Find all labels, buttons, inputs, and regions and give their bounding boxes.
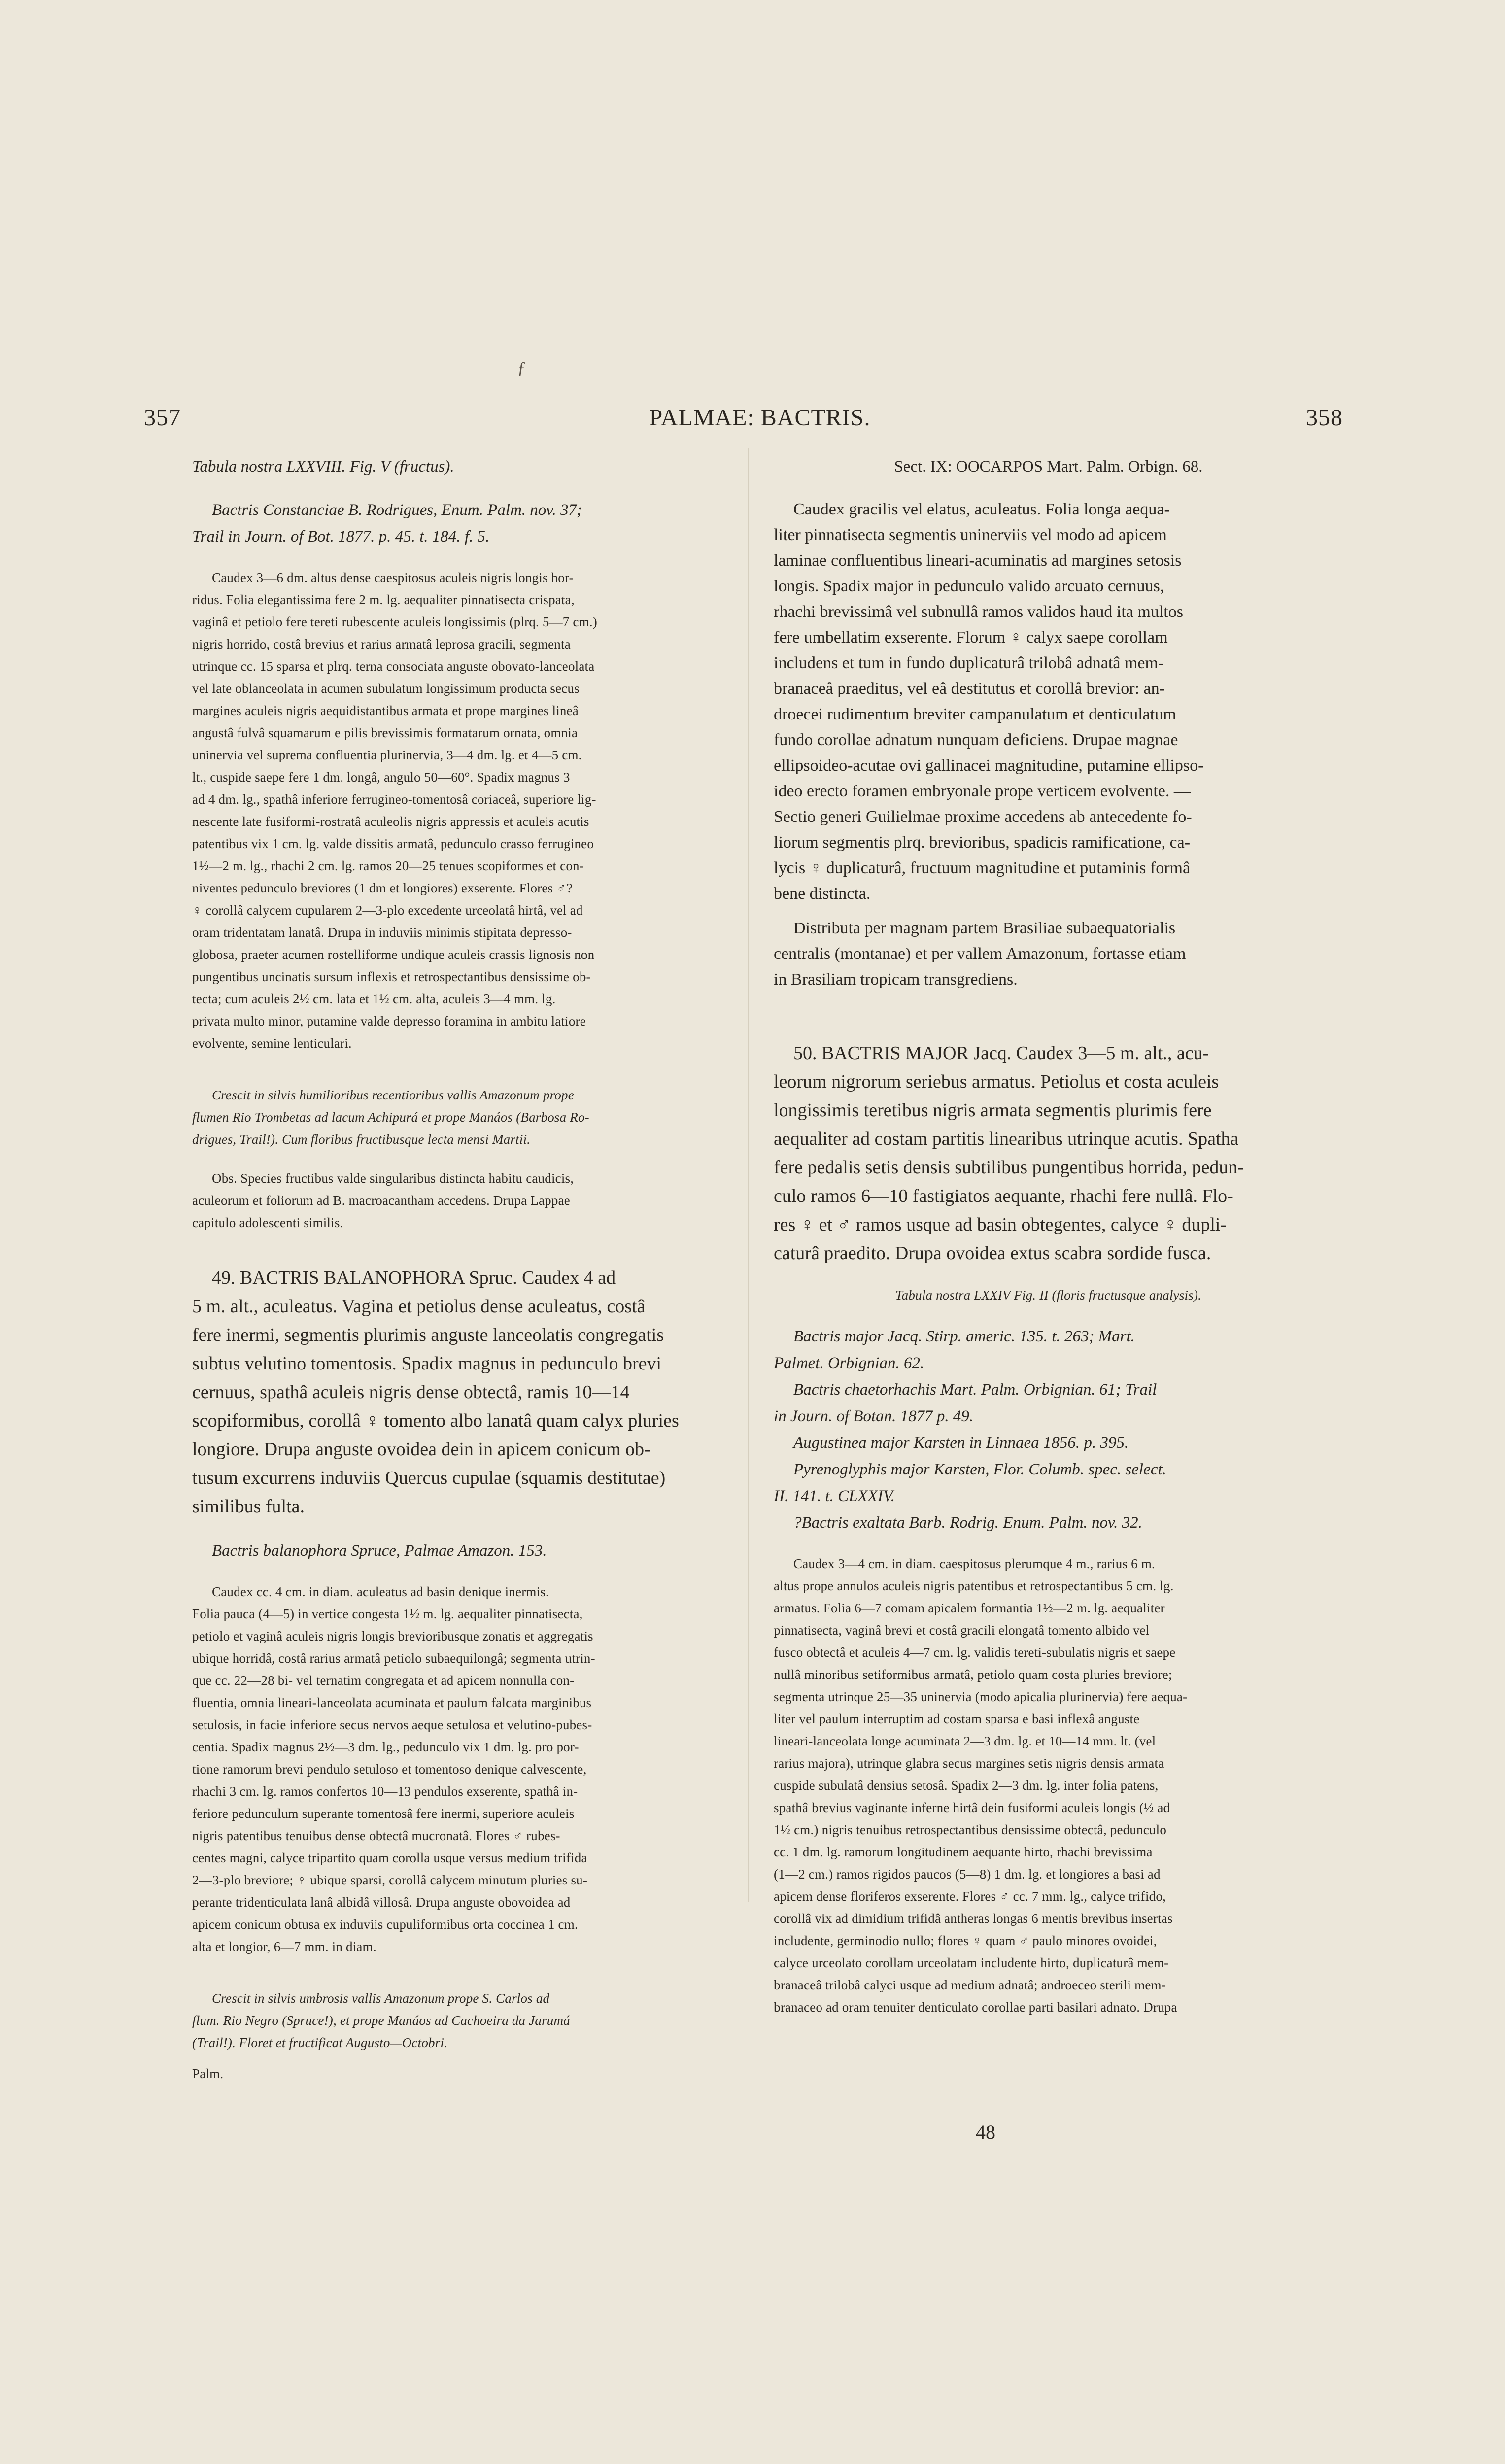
diagnosis-line: tusum excurrens induviis Quercus cupulae (squamis destitutae) (192, 1468, 666, 1488)
synonym-line: ?Bactris exaltata Barb. Rodrig. Enum. Palm. nov. 32. (793, 1514, 1142, 1532)
species-50-description (774, 1553, 1323, 2019)
description-line: apicem dense floriferos exserente. Flores ♂ cc. 7 mm. lg., calyce trifido, (774, 1889, 1166, 1904)
species-50-synonyms (774, 1323, 1323, 1536)
section-description (774, 497, 1323, 907)
section-line: fundo corollae adnatum nunquam deficiens. Drupae magnae (774, 731, 1178, 749)
description-line: pinnatisecta, vaginâ brevi et costâ gracili elongatâ tomento albido vel (774, 1623, 1150, 1638)
description-line: ubique horridâ, costâ rarius armatâ petiolo subaequilongâ; segmenta utrin- (192, 1651, 595, 1666)
diagnosis-line: fere pedalis setis densis subtilibus pungentibus horrida, pedun- (774, 1157, 1244, 1178)
description-line: rhachi 3 cm. lg. ramos confertos 10—13 pendulos exserente, spathâ in- (192, 1784, 578, 1799)
description-line: spathâ brevius vaginante inferne hirtâ dein fusiformi aculeis longis (½ ad (774, 1800, 1170, 1815)
section-line: liorum segmentis plrq. brevioribus, spadicis ramificatione, ca- (774, 833, 1191, 852)
habitat-block (192, 1084, 734, 1151)
right-column (774, 453, 1323, 2019)
diagnosis-line: res ♀ et ♂ ramos usque ad basin obtegentes, calyce ♀ dupli- (774, 1214, 1227, 1235)
habitat-line: Crescit in silvis humilioribus recentioribus vallis Amazonum prope (212, 1088, 574, 1102)
habitat-line: (Trail!). Floret et fructificat Augusto—Octobri. (192, 2035, 448, 2050)
description-line: setulosis, in facie inferiore secus nervos aeque setulosa et velutino-pubes- (192, 1717, 592, 1732)
synonym-line: Bactris major Jacq. Stirp. americ. 135. t. 263; Mart. (793, 1328, 1135, 1345)
synonym-line: Bactris Constanciae B. Rodrigues, Enum. Palm. nov. 37; (212, 501, 582, 519)
synonym-line: Pyrenoglyphis major Karsten, Flor. Columb. spec. select. (793, 1461, 1166, 1478)
diagnosis-line: longissimis teretibus nigris armata segmentis plurimis fere (774, 1100, 1212, 1121)
description-line: Caudex cc. 4 cm. in diam. aculeatus ad basin denique inermis. (212, 1584, 549, 1599)
section-line: branaceâ praeditus, vel eâ destitutus et corollâ brevior: an- (774, 680, 1165, 698)
description-line: ad 4 dm. lg., spathâ inferiore ferrugineo-tomentosâ coriaceâ, superiore lig- (192, 792, 596, 807)
section-line: lycis ♀ duplicaturâ, fructuum magnitudine et putaminis formâ (774, 859, 1191, 877)
habitat-line: flum. Rio Negro (Spruce!), et prope Manáos ad Cachoeira da Jarumá (192, 2013, 570, 2028)
synonym-line: Trail in Journ. of Bot. 1877. p. 45. t. 184. f. 5. (192, 528, 490, 546)
description-line: lineari-lanceolata longe acuminata 2—3 dm. lg. et 10—14 mm. lt. (vel (774, 1734, 1156, 1748)
description-line: patentibus vix 1 cm. lg. valde dissitis armatâ, pedunculo crasso ferrugineo (192, 836, 594, 851)
footer-word: Palm. (192, 2066, 224, 2081)
description-line: altus prope annulos aculeis nigris patentibus et retrospectantibus 5 cm. lg. (774, 1578, 1174, 1593)
synonym-line: in Journ. of Botan. 1877 p. 49. (774, 1407, 974, 1425)
printer-signature: 48 (976, 2121, 995, 2143)
description-line: utrinque cc. 15 sparsa et plrq. terna consociata anguste obovato-lanceolata (192, 659, 595, 674)
description-line: nigris patentibus tenuibus dense obtectâ mucronatâ. Flores ♂ rubes- (192, 1828, 560, 1843)
distribution-line: centralis (montanae) et per vallem Amazonum, fortasse etiam (774, 945, 1186, 963)
section-distribution (774, 916, 1323, 992)
habitat-line: flumen Rio Trombetas ad lacum Achipurá et prope Manáos (Barbosa Ro- (192, 1110, 589, 1125)
description-line: lt., cuspide saepe fere 1 dm. longâ, angulo 50—60°. Spadix magnus 3 (192, 770, 570, 785)
diagnosis-line: scopiformibus, corollâ ♀ tomento albo lanatâ quam calyx pluries (192, 1410, 679, 1431)
right-page-number: 358 (1306, 405, 1343, 431)
section-line: bene distincta. (774, 885, 871, 903)
section-line: Sectio generi Guilielmae proxime accedens ab antecedente fo- (774, 808, 1192, 826)
description-line: petiolo et vaginâ aculeis nigris longis brevioribusque zonatis et aggregatis (192, 1629, 593, 1643)
description-line: calyce urceolato corollam urceolatam includente hirto, duplicaturâ mem- (774, 1955, 1169, 1970)
synonym-line: Palmet. Orbignian. 62. (774, 1354, 924, 1372)
section-line: fere umbellatim exserente. Florum ♀ calyx saepe corollam (774, 628, 1168, 647)
column-divider (748, 448, 749, 1902)
description-line: oram tridentatam lanatâ. Drupa in induviis minimis stipitata depresso- (192, 925, 572, 940)
description-line: evolvente, semine lenticulari. (192, 1036, 352, 1051)
description-line: 2—3-plo breviore; ♀ ubique sparsi, corollâ calycem minutum pluries su- (192, 1873, 588, 1887)
description-line: Folia pauca (4—5) in vertice congesta 1½ m. lg. aequaliter pinnatisecta, (192, 1607, 583, 1621)
description-line: tione ramorum brevi pendulo setuloso et tomentoso denique calvescente, (192, 1762, 587, 1777)
section-line: includens et tum in fundo duplicaturâ trilobâ adnatâ mem- (774, 654, 1164, 672)
diagnosis-line: similibus fulta. (192, 1496, 305, 1517)
description-line: que cc. 22—28 bi- vel ternatim congregata et ad apicem nonnulla con- (192, 1673, 575, 1688)
species-49-description (192, 1581, 734, 1958)
description-line: vaginâ et petiolo fere tereti rubescente aculeis longissimis (plrq. 5—7 cm.) (192, 615, 597, 629)
diagnosis-line: aequaliter ad costam partitis linearibus utrinque acutis. Spatha (774, 1129, 1239, 1149)
description-line: angustâ fulvâ squamarum e pilis brevissimis formatarum ornata, omnia (192, 725, 578, 740)
diagnosis-line: subtus velutino tomentosis. Spadix magnus in pedunculo brevi (192, 1353, 662, 1374)
section-line: ellipsoideo-acutae ovi gallinacei magnitudine, putamine ellipso- (774, 756, 1204, 775)
species-49-habitat (192, 1987, 734, 2054)
diagnosis-line: 5 m. alt., aculeatus. Vagina et petiolus dense aculeatus, costâ (192, 1296, 646, 1317)
description-line: centia. Spadix magnus 2½—3 dm. lg., pedunculo vix 1 dm. lg. pro por- (192, 1740, 579, 1754)
section-line: droecei rudimentum breviter campanulatum et denticulatum (774, 705, 1176, 723)
description-line: pungentibus uncinatis sursum inflexis et retrospectantibus densissime ob- (192, 969, 591, 984)
description-line: uninervia vel suprema confluentia plurinervia, 3—4 dm. lg. et 4—5 cm. (192, 748, 582, 762)
description-line: apicem conicum obtusa ex induviis cupuliformibus orta coccinea 1 cm. (192, 1917, 578, 1932)
description-line: fluentia, omnia lineari-lanceolata acuminata et paulum falcata marginibus (192, 1695, 592, 1710)
section-line: Caudex gracilis vel elatus, aculeatus. Folia longa aequa- (793, 500, 1170, 518)
description-line: includente, germinodio nullo; flores ♀ quam ♂ paulo minores ovoidei, (774, 1933, 1157, 1948)
description-line: nullâ minoribus setiformibus armatâ, petiolo quam costa pluries breviore; (774, 1667, 1172, 1682)
description-line: margines aculeis nigris aequidistantibus armata et prope margines lineâ (192, 703, 579, 718)
distribution-line: Distributa per magnam partem Brasiliae subaequatorialis (793, 919, 1176, 937)
description-line: corollâ vix ad dimidium trifidâ antheras longas 6 mentis brevibus insertas (774, 1911, 1173, 1926)
description-line: perante tridenticulata lanâ albidâ villosâ. Drupa anguste obovoidea ad (192, 1895, 571, 1910)
diagnosis-line: leorum nigrorum seriebus armatus. Petiolus et costa aculeis (774, 1071, 1219, 1092)
description-line: segmenta utrinque 25—35 uninervia (modo apicalia plurinervia) fere aequa- (774, 1689, 1188, 1704)
description-line: nescente late fusiformi-rostratâ aculeolis nigris appressis et aculeis acutis (192, 814, 589, 829)
description-line: alta et longior, 6—7 mm. in diam. (192, 1939, 376, 1954)
left-column (192, 453, 734, 2085)
description-block (192, 567, 734, 1055)
description-line: liter vel paulum interruptim ad costam sparsa e basi inflexâ anguste (774, 1711, 1140, 1726)
description-line: 1½—2 m. lg., rhachi 2 cm. lg. ramos 20—25 tenues scopiformes et con- (192, 858, 584, 873)
synonym-block (192, 497, 734, 550)
section-heading: Sect. IX: OOCARPOS Mart. Palm. Orbign. 68. (894, 458, 1203, 476)
synonym-line: Augustinea major Karsten in Linnaea 1856. p. 395. (793, 1434, 1129, 1452)
description-line: branaceâ trilobâ calyci usque ad medium adnatâ; androeceo sterili mem- (774, 1978, 1166, 1992)
description-line: niventes pedunculo breviores (1 dm et longiores) exserente. Flores ♂? (192, 881, 573, 895)
tabula-reference: Tabula nostra LXXVIII. Fig. V (fructus). (192, 458, 454, 476)
description-line: Caudex 3—4 cm. in diam. caespitosus plerumque 4 m., rarius 6 m. (793, 1556, 1155, 1571)
description-line: feriore pedunculum superante tomentosâ fere inermi, superiore aculeis (192, 1806, 575, 1821)
diagnosis-line: 49. BACTRIS BALANOPHORA Spruc. Caudex 4 ad (212, 1267, 616, 1288)
running-title: PALMAE: BACTRIS. (649, 405, 871, 431)
description-line: Caudex 3—6 dm. altus dense caespitosus aculeis nigris longis hor- (212, 570, 574, 585)
diagnosis-line: 50. BACTRIS MAJOR Jacq. Caudex 3—5 m. alt., acu- (793, 1043, 1209, 1063)
description-line: cc. 1 dm. lg. ramorum longitudinem aequante hirto, rhachi brevissima (774, 1845, 1153, 1859)
species-49-reference: Bactris balanophora Spruce, Palmae Amazon. 153. (212, 1542, 547, 1560)
section-line: liter pinnatisecta segmentis uninerviis vel modo ad apicem (774, 526, 1167, 544)
diagnosis-line: culo ramos 6—10 fastigiatos aequante, rhachi fere nullâ. Flo- (774, 1186, 1233, 1206)
section-line: longis. Spadix major in pedunculo valido arcuato cernuus, (774, 577, 1164, 595)
description-line: globosa, praeter acumen rostelliforme undique aculeis crassis lignosis non (192, 947, 595, 962)
diagnosis-line: caturâ praedito. Drupa ovoidea extus scabra sordide fusca. (774, 1243, 1211, 1264)
species-50-tabula: Tabula nostra LXXIV Fig. II (floris fructusque analysis). (895, 1288, 1202, 1302)
description-line: cuspide subulatâ densius setosâ. Spadix 2—3 dm. lg. inter folia patens, (774, 1778, 1159, 1793)
description-line: rarius majora), utrinque glabra secus margines setis nigris densis armata (774, 1756, 1164, 1771)
section-line: rhachi brevissimâ vel subnullâ ramos validos haud ita multos (774, 603, 1183, 621)
section-line: laminae confluentibus lineari-acuminatis ad margines setosis (774, 551, 1182, 570)
description-line: privata multo minor, putamine valde depresso foramina in ambitu latiore (192, 1014, 586, 1028)
diagnosis-line: cernuus, spathâ aculeis nigris dense obtectâ, ramis 10—14 (192, 1382, 630, 1403)
description-line: nigris horrido, costâ brevius et rarius armatâ leprosa gracili, segmenta (192, 637, 571, 651)
description-line: branaceo ad oram tenuiter denticulato corollae parti basilari adnato. Drupa (774, 2000, 1177, 2015)
stray-mark: ƒ (517, 359, 526, 377)
habitat-line: Crescit in silvis umbrosis vallis Amazonum prope S. Carlos ad (212, 1991, 550, 2006)
description-line: centes magni, calyce tripartito quam corolla usque versus medium trifida (192, 1850, 587, 1865)
observation-block (192, 1167, 734, 1234)
description-line: (1—2 cm.) ramos rigidos paucos (5—8) 1 dm. lg. et longiores a basi ad (774, 1867, 1161, 1882)
description-line: fusco obtectâ et aculeis 4—7 cm. lg. validis tereti-subulatis nigris et saepe (774, 1645, 1176, 1660)
habitat-line: drigues, Trail!). Cum floribus fructibusque lecta mensi Martii. (192, 1132, 531, 1147)
species-49-diagnosis (192, 1264, 734, 1521)
description-line: ridus. Folia elegantissima fere 2 m. lg. aequaliter pinnatisecta crispata, (192, 592, 575, 607)
diagnosis-line: longiore. Drupa anguste ovoidea dein in apicem conicum ob- (192, 1439, 650, 1460)
description-line: ♀ corollâ calycem cupularem 2—3-plo excedente urceolatâ hirtâ, vel ad (192, 903, 583, 918)
diagnosis-line: fere inermi, segmentis plurimis anguste lanceolatis congregatis (192, 1325, 664, 1345)
section-line: ideo erecto foramen embryonale prope verticem evolvente. — (774, 782, 1191, 800)
description-line: vel late oblanceolata in acumen subulatum longissimum producta secus (192, 681, 580, 696)
description-line: 1½ cm.) nigris tenuibus retrospectantibus densissime obtectâ, pedunculo (774, 1822, 1167, 1837)
description-line: armatus. Folia 6—7 comam apicalem formantia 1½—2 m. lg. aequaliter (774, 1601, 1165, 1615)
species-50-diagnosis (774, 1039, 1323, 1267)
distribution-line: in Brasiliam tropicam transgrediens. (774, 970, 1018, 989)
synonym-line: Bactris chaetorhachis Mart. Palm. Orbignian. 61; Trail (793, 1381, 1157, 1399)
description-line: tecta; cum aculeis 2½ cm. lata et 1½ cm. alta, aculeis 3—4 mm. lg. (192, 992, 556, 1006)
left-page-number: 357 (144, 405, 181, 431)
synonym-line: II. 141. t. CLXXIV. (774, 1487, 895, 1505)
observation-line: capitulo adolescenti similis. (192, 1215, 343, 1230)
observation-line: Obs. Species fructibus valde singularibus distincta habitu caudicis, (212, 1171, 574, 1186)
observation-line: aculeorum et foliorum ad B. macroacantham accedens. Drupa Lappae (192, 1193, 570, 1208)
